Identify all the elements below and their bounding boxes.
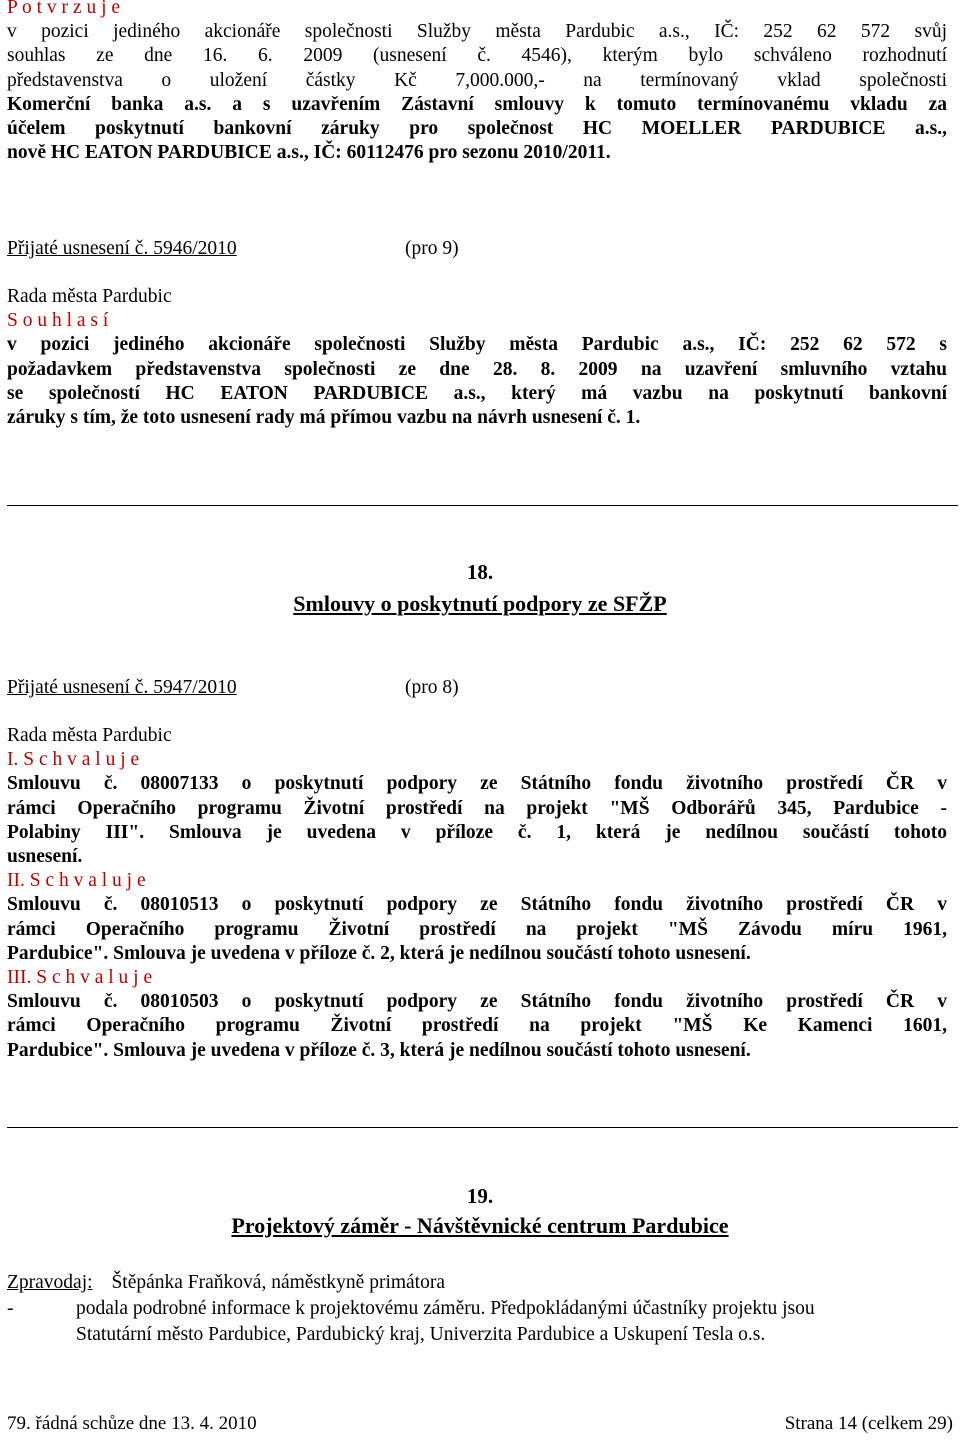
rapporteur-line (7, 1270, 947, 1296)
bullet-item (7, 1296, 953, 1352)
section-divider (7, 1127, 958, 1128)
paragraph-line: Smlouvu č. 08010503 o poskytnutí podpory ze Státního fondu životního prostředí ČR v (7, 991, 947, 1013)
paragraph-line: usnesení. (7, 846, 83, 868)
paragraph-line: účelem poskytnutí bankovní záruky pro společnost HC MOELLER PARDUBICE a.s., (7, 118, 947, 140)
paragraph-line: požadavkem představenstva společnosti ze dne 28. 8. 2009 na uzavření smluvního vztahu (7, 358, 947, 380)
paragraph-line: Smlouvu č. 08007133 o poskytnutí podpory ze Státního fondu životního prostředí ČR v (7, 773, 947, 795)
paragraph-line: záruky s tím, že toto usnesení rady má přímou vazbu na návrh usnesení č. 1. (7, 407, 641, 429)
paragraph-line: rámci Operačního programu Životní prostředí na projekt "MŠ Závodu míru 1961, (7, 918, 947, 940)
section-number: 18. (466, 560, 494, 584)
resolution-header (7, 235, 947, 263)
resolution-body (7, 724, 947, 1063)
vote-count: (pro 8) (405, 677, 459, 698)
resolution-header (7, 674, 947, 702)
paragraph-line: Pardubice". Smlouva je uvedena v příloze č. 3, která je nedílnou součástí tohoto usnesení. (7, 1039, 751, 1061)
paragraph-line: rámci Operačního programu Životní prostředí na projekt "MŠ Odborářů 345, Pardubice - (7, 797, 947, 819)
paragraph-line: představenstva o uložení částky Kč 7,000.000,- na termínovaný vklad společnosti (7, 69, 947, 91)
section-title: Smlouvy o poskytnutí podpory ze SFŽP (293, 591, 667, 616)
paragraph-line: Statutární město Pardubice, Pardubický kraj, Univerzita Pardubice a Uskupení Tesla o.s. (76, 1324, 766, 1345)
rapporteur-name: Štěpánka Fraňková, náměstkyně primátora (111, 1272, 446, 1293)
paragraph-line: nově HC EATON PARDUBICE a.s., IČ: 60112476 pro sezonu 2010/2011. (7, 142, 611, 164)
resolution-verb: S o u h l a s í (7, 310, 109, 332)
section-divider (7, 505, 958, 506)
rapporteur-label: Zpravodaj: (7, 1272, 93, 1293)
resolution-verb: II. S c h v a l u j e (7, 870, 146, 892)
paragraph-line: Pardubice". Smlouva je uvedena v příloze č. 2, která je nedílnou součástí tohoto usnesení. (7, 942, 751, 964)
page-footer (7, 1413, 953, 1435)
vote-count: (pro 9) (405, 238, 459, 259)
paragraph-line: v pozici jediného akcionáře společnosti Služby města Pardubic a.s., IČ: 252 62 572 svůj (7, 21, 947, 43)
top-block (7, 0, 947, 165)
section-number: 19. (466, 1184, 494, 1208)
paragraph-line: podala podrobné informace k projektovému záměru. Předpokládanými účastníky projektu jsou (76, 1298, 815, 1319)
paragraph-line: Polabiny III". Smlouva je uvedena v příloze č. 1, která je nedílnou součástí tohoto (7, 821, 947, 843)
resolution-label: Přijaté usnesení č. 5946/2010 (7, 238, 237, 259)
paragraph-line: Smlouvu č. 08010513 o poskytnutí podpory ze Státního fondu životního prostředí ČR v (7, 894, 947, 916)
footer-meeting: 79. řádná schůze dne 13. 4. 2010 (7, 1413, 257, 1434)
section-title: Projektový záměr - Návštěvnické centrum Pardubice (231, 1213, 729, 1238)
resolution-body (7, 285, 947, 430)
bullet-text (76, 1296, 956, 1348)
resolution-verb: I. S c h v a l u j e (7, 749, 140, 771)
council-name: Rada města Pardubic (7, 286, 172, 307)
paragraph-line: se společností HC EATON PARDUBICE a.s., který má vazbu na poskytnutí bankovní (7, 382, 947, 404)
bullet-dash: - (7, 1298, 14, 1319)
council-name: Rada města Pardubic (7, 725, 172, 746)
resolution-verb: III. S c h v a l u j e (7, 967, 153, 989)
footer-page-number: Strana 14 (celkem 29) (784, 1413, 953, 1434)
paragraph-line: Komerční banka a.s. a s uzavřením Zástavní smlouvy k tomuto termínovanému vkladu za (7, 93, 947, 115)
paragraph-line: souhlas ze dne 16. 6. 2009 (usnesení č. 4546), kterým bylo schváleno rozhodnutí (7, 45, 947, 67)
confirm-heading: P o t v r z u j e (7, 0, 121, 18)
resolution-label: Přijaté usnesení č. 5947/2010 (7, 677, 237, 698)
paragraph-line: rámci Operačního programu Životní prostředí na projekt "MŠ Ke Kamenci 1601, (7, 1015, 947, 1037)
paragraph-line: v pozici jediného akcionáře společnosti Služby města Pardubic a.s., IČ: 252 62 572 s (7, 334, 947, 356)
